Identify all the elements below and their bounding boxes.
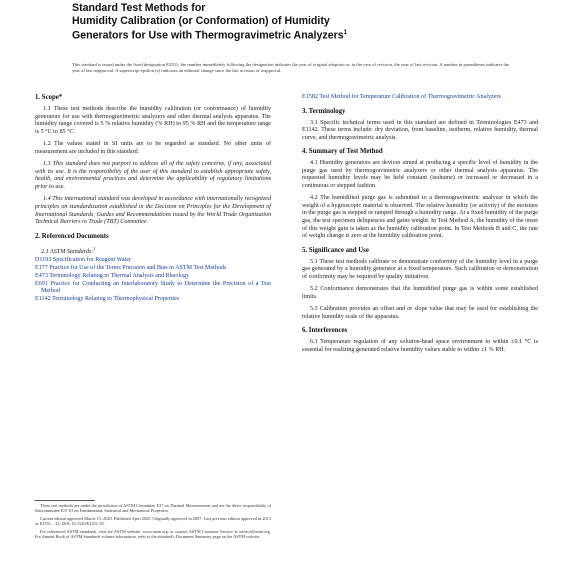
reference-title: Specification for Reagent Water [52, 256, 131, 263]
left-column [35, 94, 271, 305]
reference-code: E473 [35, 272, 48, 279]
paragraph-1-4: 1.4 This international standard was developed in accordance with internationally recognized principles on standardization established in the Decision on Principles for the Development of International Standards, Guides and Recommendations issued by the World Trade Organization Technical Barriers to Trade (TBT) Committee. [35, 196, 271, 226]
reference-item[interactable] [35, 257, 271, 265]
footnote-mark: 2 [93, 245, 96, 251]
reference-code: E177 [35, 264, 48, 271]
reference-code: E691 [35, 280, 48, 287]
footnote-divider [35, 500, 95, 501]
paragraph-1-2: 1.2 The values stated in SI units are to be regarded as standard. No other units of measurement are included in this standard. [35, 141, 271, 155]
reference-title: Terminology Relating to Thermal Analysis and Rheology [49, 272, 190, 279]
reference-code: D1193 [35, 256, 52, 263]
section-heading-referenced-documents: 2. Referenced Documents [35, 232, 109, 240]
designation-note: This standard is issued under the fixed designation E2551; the number immediately following the designation indicates the year of original adoption or, in the case of revision, the year of last revision. A number in parentheses indicates the year of last reapproval. A superscript epsilon (ε) indicates an editorial change since the last revision or reapproval. [72, 62, 510, 73]
paragraph-1-1: 1.1 These test methods describe the humidity calibration (or conformance) of humidity generators for use with thermogravimetric analyzers and other thermal analysis apparatus. The humidity range covered is 5 % relative humidity (% RH) to 95 % RH and the temperature range is 5 °C to 85 °C. [35, 106, 271, 135]
title-footnote-mark: 1 [343, 30, 347, 37]
paragraph-5-3: 5.3 Calibration provides an offset and or slope value that may be used for establishing the relative humidity scale of the apparatus. [302, 306, 538, 320]
document-title [72, 2, 492, 42]
reference-title: Practice for Use of the Terms Precision and Bias in ASTM Test Methods [49, 264, 227, 271]
reference-code: E1582 [302, 94, 318, 100]
reference-item[interactable] [35, 296, 271, 304]
title-line-text: Generators for Use with Thermogravimetric Analyzers [72, 29, 344, 42]
reference-item[interactable] [302, 94, 538, 102]
reference-title: Test Method for Temperature Calibration of Thermogravimetric Analyzers [319, 94, 501, 100]
section-heading-scope: 1. Scope* [35, 94, 63, 101]
footnote-2: For referenced ASTM standards, visit the ASTM website, www.astm.org, or contact ASTM Customer Service at service@astm.org. For Annual Book of ASTM Standards volume information, refer to the standard's Document Summary page on the ASTM website. [35, 528, 271, 540]
reference-title: Terminology Relating to Thermophysical Properties [52, 296, 180, 303]
reference-title: Practice for Conducting an Interlaboratory Study to Determine the Precision of a Test Method [41, 280, 271, 295]
astm-standards-label: 2.1 ASTM Standards: [41, 248, 94, 255]
paragraph-5-1: 5.1 These test methods calibrate or demonstrate conformity of the humidity level in a purge gas generated by a humidity generator at a fixed temperature. Such calibration or demonstration of conformity may be required by quality initiatives. [302, 258, 538, 280]
paragraph-5-2: 5.2 Conformance demonstrates that the humidified purge gas is within some established limits. [302, 286, 538, 300]
reference-item[interactable] [35, 265, 271, 273]
reference-item[interactable] [35, 281, 271, 296]
paragraph-3-1: 3.1 Specific technical terms used in this standard are defined in Terminologies E473 and E1142. These terms include: dry deviation, from baseline, isotherm, relative humidity, thermal curve, and thermogravimetric analysis. [302, 119, 538, 141]
section-heading-significance: 5. Significance and Use [302, 246, 369, 254]
footnote-1: These test methods are under the jurisdiction of ASTM Committee E37 on Thermal Measurements and are the direct responsibility of Subcommittee E37.01 on Fundamental, Statistical and Mechanical Properties. [35, 503, 271, 514]
title-line [72, 27, 492, 42]
paragraph-4-2: 4.2 The humidified purge gas is submitted to a thermogravimetric analyzer in which the weight of a hygroscopic material is observed. The relative humidity (or activity) of the moisture in the purge gas is stepped or ramped through a humidity range. At a fixed humidity of the purge gas, the test specimen deliquesces and gains weight. In Test Method A, the humidity of the onset of this weight gain is taken as the humidity calibration point. In Test Methods B and C, the rate of weight change is zero at the humidity calibration point. [302, 195, 538, 240]
section-heading-summary: 4. Summary of Test Method [302, 148, 383, 156]
title-line: Humidity Calibration (or Conformation) of Humidity [72, 14, 330, 27]
right-column [302, 94, 538, 360]
footnote-1-edition: Current edition approved March 15, 2020. Published April 2020. Originally approved in 2007. Last previous edition approved in 2013 as E2551 – 13. DOI: 10.1520/E2551-20. [35, 515, 271, 527]
astm-standards-intro [35, 245, 271, 257]
title-line: Standard Test Methods for [72, 2, 206, 14]
reference-code: E1142 [35, 296, 51, 303]
paragraph-6-1: 6.1 Temperature regulation of any solution-head space environment to within ±0.1 °C is essential for realizing generated relative humidity values stable to within ±1 % RH. [302, 339, 538, 354]
paragraph-4-1: 4.1 Humidity generators are devices aimed at producing a specific level of humidity in the purge gas used by thermogravimetric analyzers or other thermal analysis apparatus. The requested humidity levels may be held constant (isohume) or increased or decreased in a continuous or stepped fashion. [302, 160, 538, 189]
section-heading-interferences: 6. Interferences [302, 327, 348, 335]
paragraph-1-3: 1.3 This standard does not purport to address all of the safety concerns, if any, associated with its use. It is the responsibility of the user of this standard to establish appropriate safety, health, and environmental practices and determine the applicability of regulatory limitations prior to use. [35, 161, 271, 190]
footnotes [35, 503, 271, 541]
section-heading-terminology: 3. Terminology [302, 107, 346, 115]
reference-item[interactable] [35, 273, 271, 281]
